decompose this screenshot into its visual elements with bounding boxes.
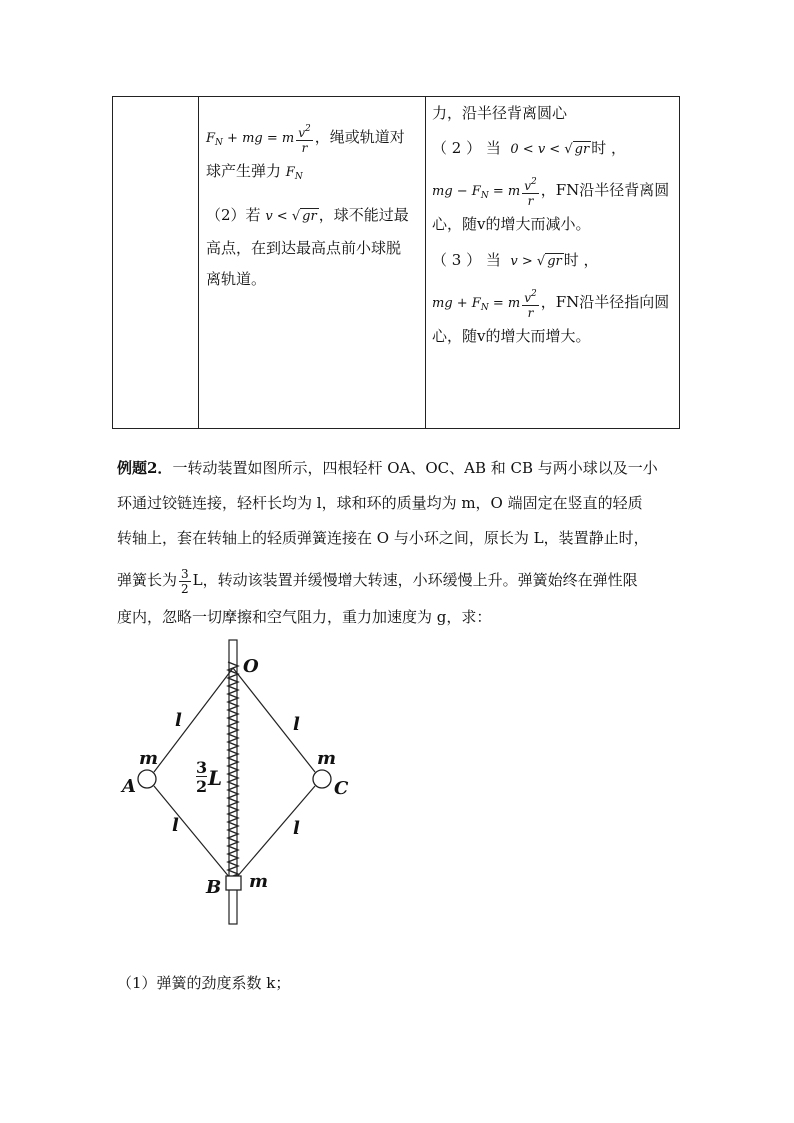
label-b: B	[206, 877, 222, 898]
text-line: 弹簧长为 $\frac{3}{2}$ L，转动该装置并缓慢增大转速，小环缓慢上升。弹簧始终在弹性限	[117, 566, 638, 596]
label-rod-ab: l	[172, 815, 179, 836]
comparison-table	[112, 96, 680, 429]
rod-oc	[233, 668, 315, 772]
text-line: 环通过铰链连接，轻杆长均为 l，球和环的质量均为 m，O 端固定在竖直的轻质	[117, 494, 643, 512]
text-line: 离轨道。	[206, 270, 267, 288]
label-rod-oc: l	[293, 714, 300, 735]
text-line: 例题2．一转动装置如图所示，四根轻杆 OA、OC、AB 和 CB 与两小球以及一小	[117, 459, 658, 477]
mechanism-diagram	[110, 630, 370, 930]
text-line: 心，随v的增大而增大。	[432, 327, 591, 345]
label-frac-den: 2	[196, 777, 208, 796]
rod-ab	[154, 786, 230, 878]
ring-b	[226, 876, 241, 890]
formula-line: mg + $F_N = m$ $\frac{v^2}{r}$ ，FN沿半径指向圆	[432, 288, 670, 320]
label-mass-a: m	[139, 748, 159, 769]
example-label: 例题2．	[117, 459, 173, 477]
label-rod-cb: l	[293, 818, 300, 839]
table-cell-middle	[198, 97, 425, 428]
text-line: （ 3 ） 当 v > √ gr 时 ，	[432, 251, 599, 269]
ball-c	[313, 770, 331, 788]
text-line: （2）若 v < √ gr ，球不能过最	[206, 206, 409, 224]
question-1: （1）弹簧的劲度系数 k；	[117, 974, 291, 992]
text-line: 力，沿半径背离圆心	[432, 104, 568, 122]
label-o: O	[243, 656, 259, 677]
formula-line: mg − $F_N = m$ $\frac{v^2}{r}$ ，FN沿半径背离圆	[432, 176, 670, 208]
mechanism-figure	[110, 630, 370, 930]
text-line: 心，随v的增大而减小。	[432, 215, 591, 233]
label-mass-b: m	[249, 871, 269, 892]
text-line: （ 2 ） 当 0 < v < √ gr 时 ，	[432, 139, 626, 157]
label-frac-num: 3	[196, 758, 208, 777]
label-c: C	[334, 778, 349, 799]
text-line: 高点，在到达最高点前小球脱	[206, 239, 402, 257]
rod-oa	[154, 668, 233, 772]
table-cell-right	[425, 97, 681, 428]
rod-cb	[236, 786, 315, 878]
ball-a	[138, 770, 156, 788]
formula-line: $F_N$ + mg = m $\frac{v^2}{r}$ ，绳或轨道对	[206, 123, 405, 155]
text-line: 转轴上，套在转轴上的轻质弹簧连接在 O 与小环之间，原长为 L，装置静止时，	[117, 529, 649, 547]
label-mass-c: m	[317, 748, 337, 769]
text-line: 球产生弹力 $F_N$	[206, 162, 303, 182]
label-a: A	[122, 776, 136, 797]
text-line: 度内，忽略一切摩擦和空气阻力，重力加速度为 g，求：	[117, 608, 492, 626]
example-problem	[117, 458, 687, 642]
label-frac-l: L	[208, 766, 223, 790]
label-rod-oa: l	[175, 710, 182, 731]
